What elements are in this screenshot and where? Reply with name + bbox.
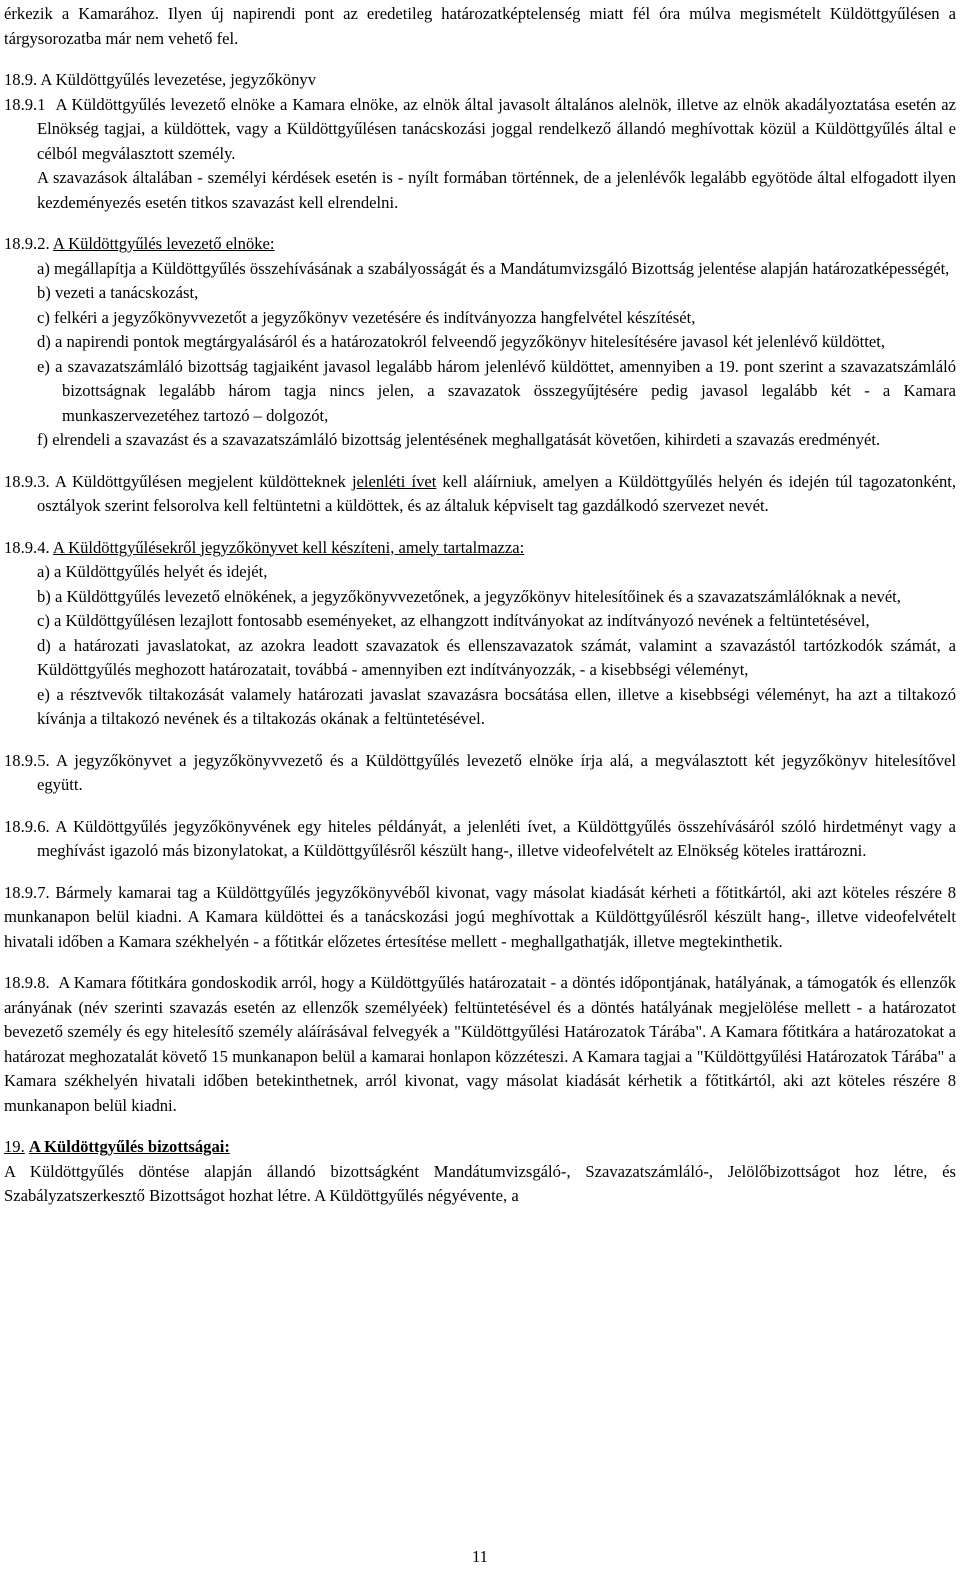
list-item: f) elrendeli a szavazást és a szavazatszámláló bizottság jelentésének meghallgatását követően, kihirdeti a szavazás eredményét. bbox=[37, 430, 881, 449]
section-18-9-1 bbox=[4, 93, 956, 167]
list-item: a) megállapítja a Küldöttgyűlés összehívásának a szabályosságát és a Mandátumvizsgáló Bizottság jelentése alapján határozatképességét, bbox=[37, 258, 950, 278]
list-item: b) vezeti a tanácskozást, bbox=[37, 283, 199, 302]
section-text: Bármely kamarai tag a Küldöttgyűlés jegyzőkönyvéből kivonat, vagy másolat kiadását kérheti a főtitkártól, aki azt köteles részére 8 munkanapon belül kiadni. A Kamara küldöttei és a tanácskozási jogú meghívottak a Küldöttgyűlésről készült hang-, illetve videofelvételt hivatali időben a Kamara székhelyén - a főtitkár előzetes értesítése mellett - meghallgathatják, illetve megtekinthetik. bbox=[4, 882, 957, 951]
section-number: 18.9.3. bbox=[4, 471, 50, 491]
list-item: d) a napirendi pontok megtárgyalásáról és a határozatokról felveendő jegyzőkönyv hitelesítésére javasol két jelenlévő küldöttet, bbox=[37, 332, 885, 351]
section-text: A jegyzőkönyvet a jegyzőkönyvvezető és a Küldöttgyűlés levezető elnöke írja alá, a megválasztott két jegyzőkönyv hitelesítővel együtt. bbox=[37, 750, 957, 794]
section-number: 18.9.4. bbox=[4, 537, 50, 557]
list-item: e) a résztvevők tiltakozását valamely határozati javaslat szavazásra bocsátása ellen, illetve a kisebbségi véleményt, ha azt a tiltakozó kívánja a tiltakozó nevének és a tiltakozás okának a feltüntetésével. bbox=[37, 684, 956, 728]
section-number: 18.9.1 bbox=[4, 94, 46, 114]
list-item: e) a szavazatszámláló bizottság tagjaiként javasol legalább három jelenlévő küldöttet, amennyiben a 19. pont szerint a szavazatszámláló bizottságnak legalább három tagja nincs jelen, a szavazatok összegyűjtésére pedig javasol legalább két - a Kamara munkaszervezetéhez tartozó – dolgozót, bbox=[37, 356, 956, 425]
section-18-9-2-heading bbox=[4, 232, 956, 257]
section-title: A Küldöttgyűlés levezető elnöke: bbox=[52, 234, 275, 253]
list-item: c) a Küldöttgyűlésen lezajlott fontosabb eseményeket, az elhangzott indítványokat az indítványozó nevének a feltüntetésével, bbox=[37, 611, 870, 630]
section-18-9-1-voting: A szavazások általában - személyi kérdések esetén is - nyílt formában történnek, de a jelenlévők legalább egyötöde által elfogadott ilyen kezdeményezés esetén titkos szavazást kell elrendelni. bbox=[37, 168, 956, 212]
section-18-9-5 bbox=[4, 749, 956, 798]
section-number: 18.9.7. bbox=[4, 882, 50, 902]
list-item: b) a Küldöttgyűlés levezető elnökének, a jegyzőkönyvvezetőnek, a jegyzőkönyv hitelesítőinek és a szavazatszámlálóknak a nevét, bbox=[37, 586, 901, 606]
section-title: A Küldöttgyűlésekről jegyzőkönyvet kell készíteni, amely tartalmazza: bbox=[52, 537, 525, 557]
section-19-text: A Küldöttgyűlés döntése alapján állandó bizottságként Mandátumvizsgáló-, Szavazatszámláló-, Jelölőbizottságot hoz létre, és Szabályzatszerkesztő Bizottságot hozhat létre. A Küldöttgyűlés négyévente, a bbox=[4, 1161, 956, 1205]
page-number: 11 bbox=[472, 1547, 488, 1566]
section-18-9-3 bbox=[4, 470, 956, 519]
section-number: 19. bbox=[4, 1137, 25, 1156]
section-number: 18.9.8. bbox=[4, 973, 50, 992]
section-18-9-4-heading bbox=[4, 536, 956, 561]
section-19-heading bbox=[4, 1135, 956, 1160]
section-text: A Küldöttgyűlésen megjelent küldötteknek bbox=[54, 471, 352, 491]
section-number: 18.9.2. bbox=[4, 234, 50, 253]
section-18-9-8 bbox=[4, 971, 956, 1118]
section-18-9-6 bbox=[4, 815, 956, 864]
intro-paragraph: érkezik a Kamarához. Ilyen új napirendi pont az eredetileg határozatképtelenség miatt fél óra múlva megismételt Küldöttgyűlésen a tárgysorozatba már nem vehető fel. bbox=[4, 4, 956, 48]
section-number: 18.9.6. bbox=[4, 816, 50, 836]
section-text: A Küldöttgyűlés jegyzőkönyvének egy hiteles példányát, a jelenléti ívet, a Küldöttgyűlés összehívásáról szóló hirdetményt vagy a meghívást igazoló más bizonylatokat, a Küldöttgyűlésről készült hang-, illetve videofelvételt az Elnökség köteles irattározni. bbox=[37, 816, 956, 860]
section-text: A Kamara főtitkára gondoskodik arról, hogy a Küldöttgyűlés határozatait - a döntés időpontjának, hatályának, a támogatók és ellenzők arányának (név szerinti szavazás esetén az ellenzők személyéek) feltüntetésével és a döntés hatályának megjelölése mellett - a határozatot bevezető személy és egy hitelesítő személy aláírásával felvegyék a "Küldöttgyűlési Határozatok Tárába". A Kamara főtitkára a határozatokat a határozat meghozatalát követő 15 munkanapon belül a kamarai honlapon közzéteszi. A Kamara tagjai a "Küldöttgyűlési Határozatok Tárába" a Kamara székhelyén hivatali időben betekinthetnek, arról kivonat, vagy másolat kiadását kérhetik a főtitkártól, aki azt köteles részére 8 munkanapon belül kiadni. bbox=[4, 973, 956, 1115]
list-item: a) a Küldöttgyűlés helyét és idejét, bbox=[37, 562, 268, 581]
section-title: A Küldöttgyűlés bizottságai: bbox=[28, 1137, 230, 1156]
list-item: d) a határozati javaslatokat, az azokra leadott szavazatok és ellenszavazatok számát, valamint a szavazástól tartózkodók számát, a Küldöttgyűlés meghozott határozatait, továbbá - amennyiben ezt indítványozzák, - a kisebbségi véleményt, bbox=[37, 635, 956, 679]
section-18-9-heading: 18.9. A Küldöttgyűlés levezetése, jegyzőkönyv bbox=[4, 70, 316, 89]
document-page bbox=[4, 2, 956, 1209]
attendance-sheet-term: jelenléti ívet bbox=[351, 471, 437, 491]
list-item: c) felkéri a jegyzőkönyvvezetőt a jegyzőkönyv vezetésére és indítványozza hangfelvétel készítését, bbox=[37, 307, 696, 327]
section-18-9-7 bbox=[4, 881, 956, 955]
section-text: A Küldöttgyűlés levezető elnöke a Kamara elnöke, az elnök által javasolt általános alelnök, illetve az elnök akadályoztatása esetén az Elnökség tagjai, a küldöttek, vagy a Küldöttgyűlésen tanácskozási joggal rendelkező állandó meghívottak közül a Küldöttgyűlés által e célból megválasztott személy. bbox=[37, 94, 956, 163]
section-text: kell aláírniuk, amelyen a Küldöttgyűlés helyén és idején túl tagozatonként, osztályok szerint felsorolva kell feltüntetni a küldöttek, és az általuk képviselt tag gazdálkodó szervezet nevét. bbox=[37, 471, 957, 515]
section-number: 18.9.5. bbox=[4, 750, 50, 770]
